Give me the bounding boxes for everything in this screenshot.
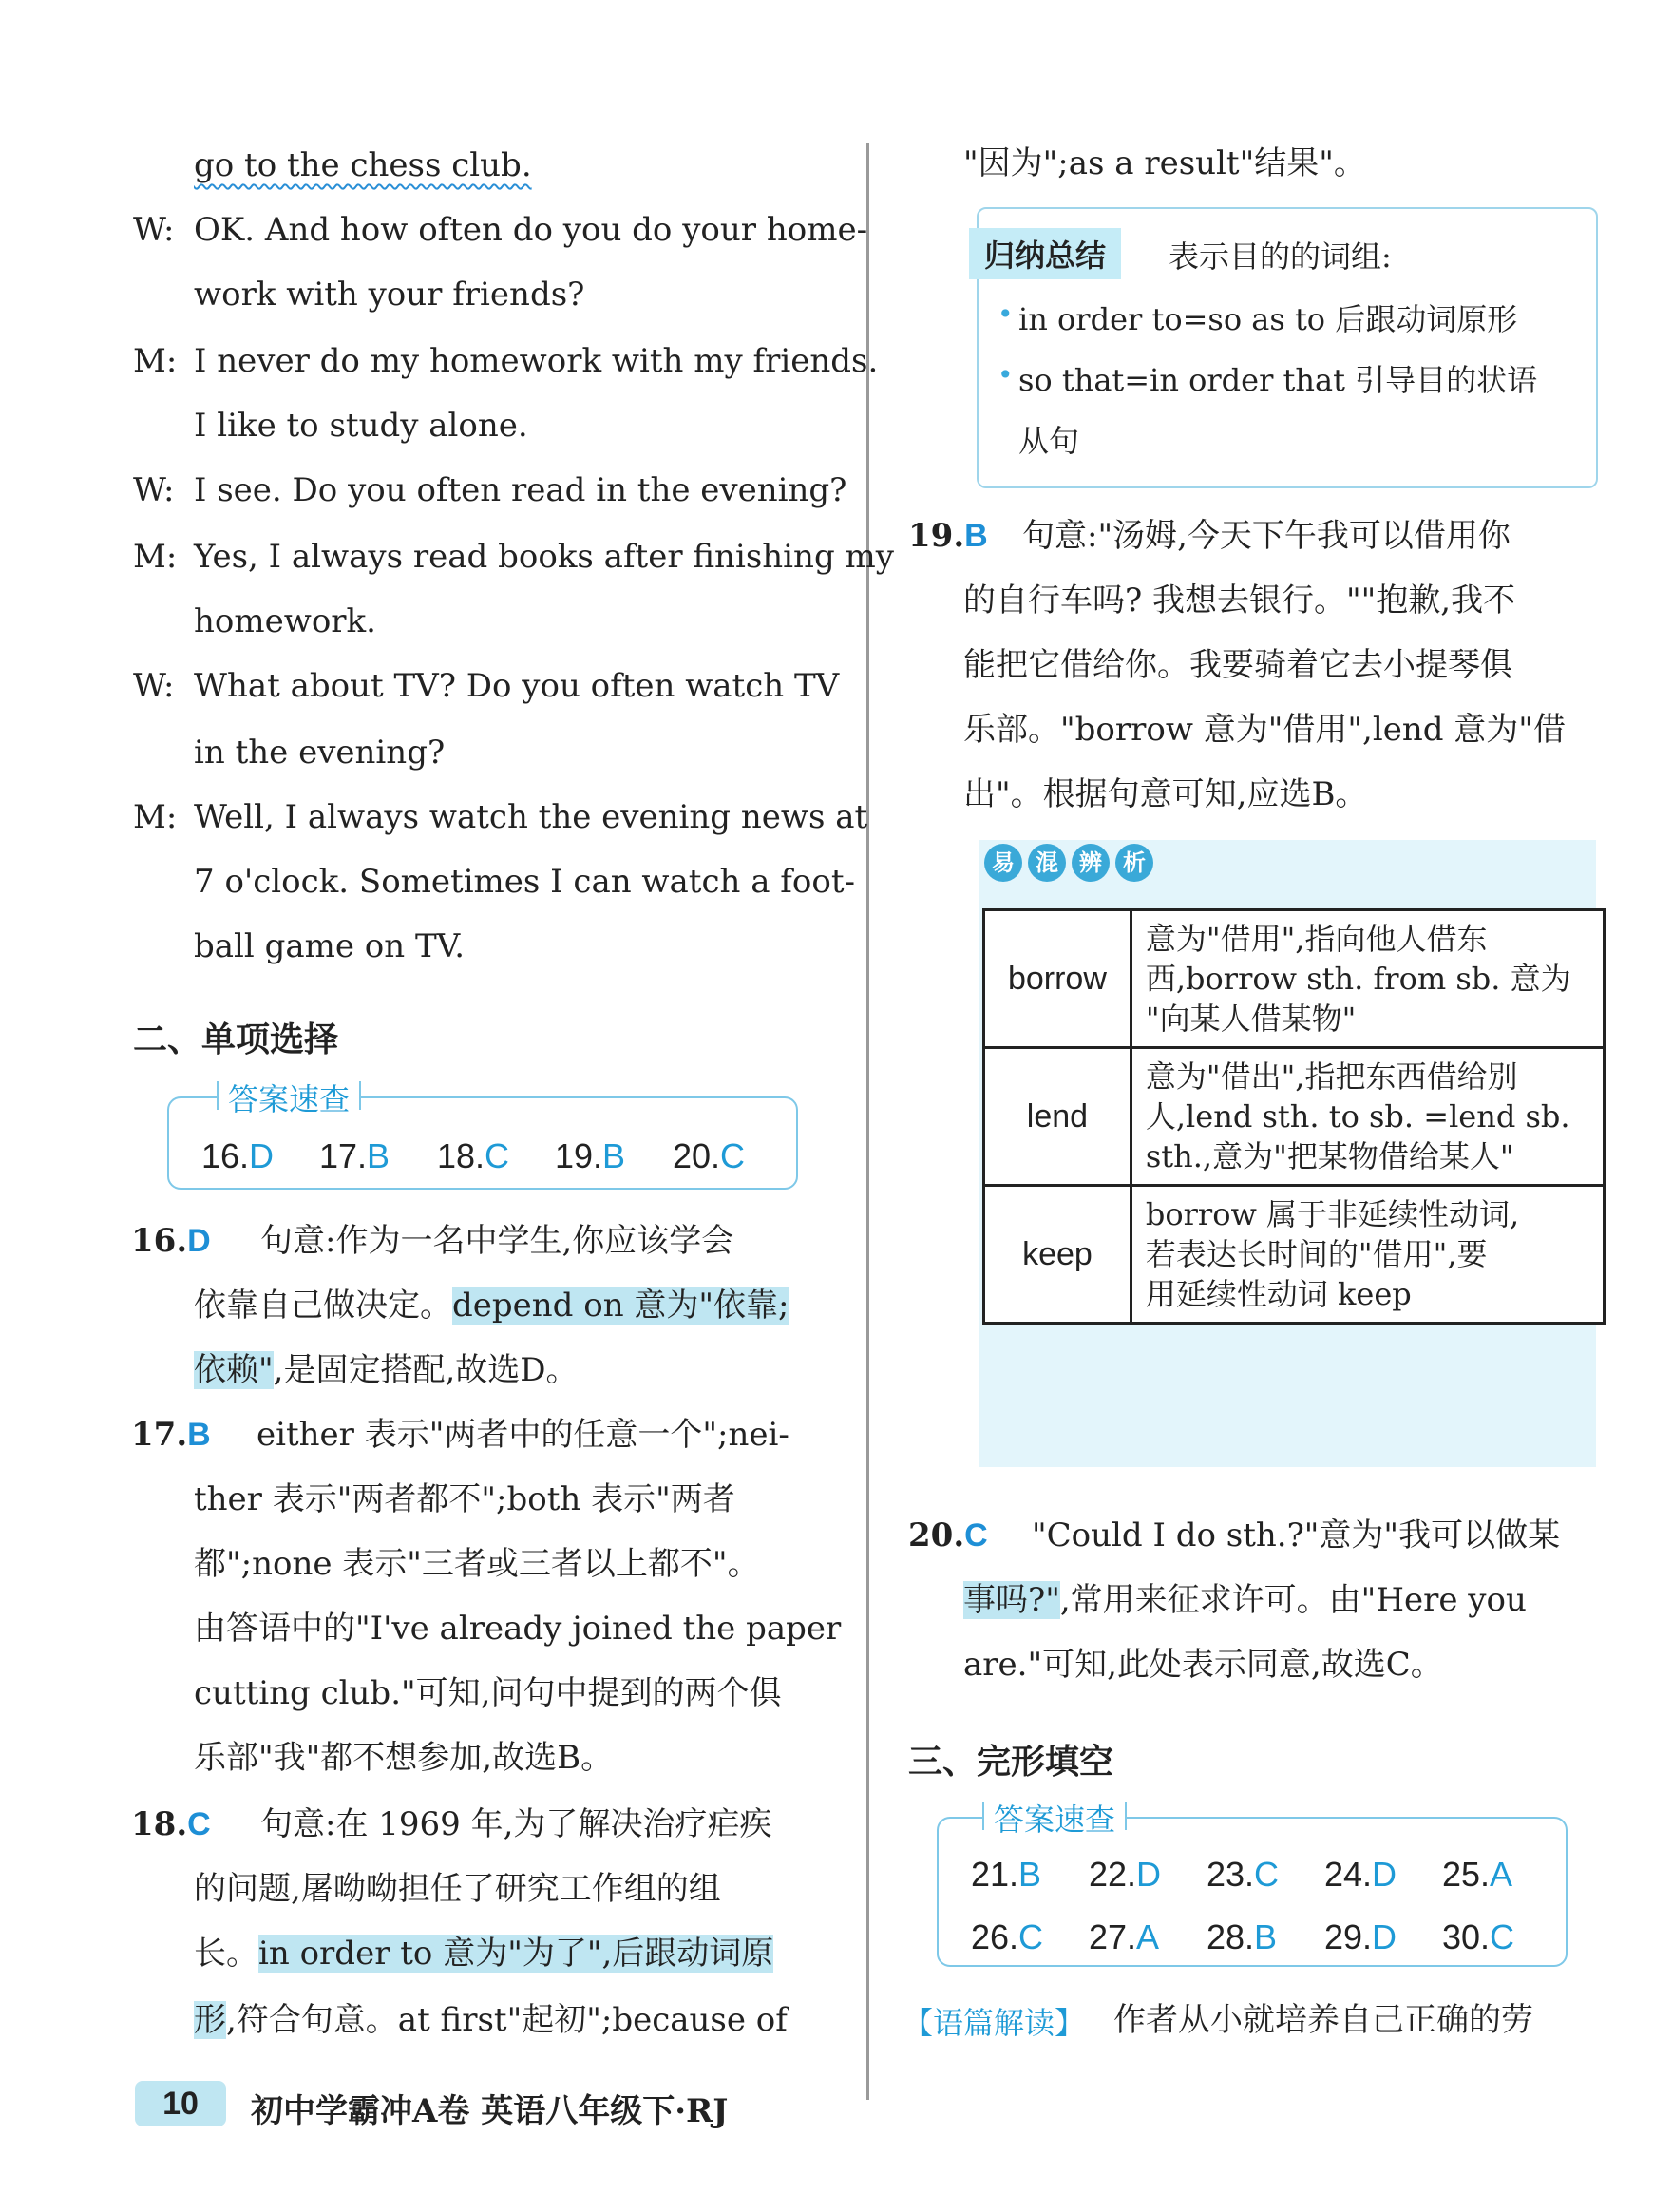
book-title: 初中学霸冲A卷 英语八年级下·RJ bbox=[251, 2092, 729, 2130]
bullet-icon: • bbox=[998, 359, 1014, 391]
q16-line: 句意:作为一名中学生,你应该学会 bbox=[260, 1222, 734, 1260]
q18-line: 句意:在 1969 年,为了解决治疗疟疾 bbox=[260, 1805, 772, 1843]
reading-tag: 【语篇解读】 bbox=[903, 2005, 1086, 2041]
dialog-speaker: M: bbox=[133, 342, 178, 380]
dialog-speaker: W: bbox=[133, 211, 175, 249]
answer-item: 27.A bbox=[1089, 1917, 1160, 1956]
q20-line: 事吗?",常用来征求许可。由"Here you bbox=[963, 1581, 1527, 1619]
answer-item: 17.B bbox=[319, 1136, 390, 1175]
q17-line: either 表示"两者中的任意一个";nei- bbox=[257, 1416, 789, 1454]
q19-line: 句意:"汤姆,今天下午我可以借用你 bbox=[1022, 517, 1511, 555]
q20-line: are."可知,此处表示同意,故选C。 bbox=[963, 1646, 1443, 1684]
answer-box bbox=[937, 1802, 1568, 1967]
dialog-line: I like to study alone. bbox=[194, 407, 528, 445]
q17-line: ther 表示"两者都不";both 表示"两者 bbox=[194, 1480, 735, 1518]
q18-line: 形,符合句意。at first"起初";because of bbox=[194, 2001, 788, 2039]
question-19: 19.B bbox=[908, 517, 988, 555]
dialog-line: 7 o'clock. Sometimes I can watch a foot- bbox=[194, 863, 855, 901]
summary-tag: 归纳总结 bbox=[969, 228, 1121, 279]
answer-item: 22.D bbox=[1089, 1855, 1162, 1894]
question-18: 18.C bbox=[131, 1805, 211, 1843]
answer-box bbox=[167, 1081, 798, 1190]
answer-item: 25.A bbox=[1442, 1855, 1513, 1894]
dialog-line: I see. Do you often read in the evening? bbox=[194, 471, 847, 509]
dialog-line: Well, I always watch the evening news at bbox=[194, 798, 868, 836]
answer-item: 21.B bbox=[971, 1855, 1042, 1894]
question-17: 17.B bbox=[131, 1416, 211, 1454]
dialog-line: work with your friends? bbox=[194, 276, 585, 314]
q19-line: 能把它借给你。我要骑着它去小提琴俱 bbox=[963, 646, 1512, 684]
q16-line: 依靠自己做决定。depend on 意为"依靠; bbox=[194, 1287, 789, 1325]
confuse-tag: 易 混 辨 析 bbox=[984, 844, 1153, 882]
q17-line: 都";none 表示"三者或三者以上都不"。 bbox=[194, 1545, 760, 1583]
answer-item: 28.B bbox=[1207, 1917, 1278, 1956]
answer-item: 26.C bbox=[971, 1917, 1044, 1956]
bullet-icon: • bbox=[998, 298, 1014, 330]
answer-item: 30.C bbox=[1442, 1917, 1515, 1956]
dialog-line: Yes, I always read books after finishing my bbox=[194, 538, 894, 576]
summary-item: in order to=so as to 后跟动词原形 bbox=[1018, 301, 1518, 337]
answer-item: 29.D bbox=[1324, 1917, 1397, 1956]
dialog-speaker: W: bbox=[133, 667, 175, 705]
q17-line: cutting club."可知,问句中提到的两个俱 bbox=[194, 1674, 782, 1712]
answer-item: 24.D bbox=[1324, 1855, 1397, 1894]
summary-item: 从句 bbox=[1018, 423, 1080, 459]
answer-label: 答案速查 bbox=[217, 1076, 361, 1119]
section-title: 二、单项选择 bbox=[133, 1020, 339, 1058]
q18-line: 的问题,屠呦呦担任了研究工作组的组 bbox=[194, 1870, 721, 1908]
table-word: borrow bbox=[984, 910, 1131, 1048]
answer-item: 18.C bbox=[437, 1136, 510, 1175]
dialog-line: ball game on TV. bbox=[194, 927, 466, 965]
summary-item: so that=in order that 引导目的状语 bbox=[1018, 362, 1538, 398]
continued-line: "因为";as a result"结果"。 bbox=[963, 144, 1366, 182]
answer-label: 答案速查 bbox=[982, 1796, 1127, 1840]
q17-line: 由答语中的"I've already joined the paper bbox=[194, 1610, 842, 1648]
question-20: 20.C bbox=[908, 1516, 988, 1554]
q20-line: "Could I do sth.?"意为"我可以做某 bbox=[1032, 1516, 1561, 1554]
dialog-line: in the evening? bbox=[194, 734, 446, 772]
answer-item: 20.C bbox=[673, 1136, 746, 1175]
dialog-line: homework. bbox=[194, 602, 376, 640]
summary-title: 表示目的的词组: bbox=[1169, 238, 1392, 275]
table-row bbox=[984, 1186, 1605, 1324]
q19-line: 乐部。"borrow 意为"借用",lend 意为"借 bbox=[963, 711, 1566, 749]
dialog-line: go to the chess club. bbox=[194, 146, 532, 184]
table-word: lend bbox=[984, 1048, 1131, 1186]
answer-item: 16.D bbox=[201, 1136, 275, 1175]
dialog-speaker: M: bbox=[133, 798, 178, 836]
page-number: 10 bbox=[135, 2081, 226, 2126]
summary-box bbox=[977, 207, 1598, 488]
answer-item: 19.B bbox=[555, 1136, 626, 1175]
q18-line: 长。in order to 意为"为了",后跟动词原 bbox=[194, 1935, 774, 1973]
answer-item: 23.C bbox=[1207, 1855, 1280, 1894]
dialog-line: What about TV? Do you often watch TV bbox=[194, 667, 840, 705]
table-row bbox=[984, 1048, 1605, 1186]
dialog-speaker: M: bbox=[133, 538, 178, 576]
comparison-table bbox=[982, 908, 1606, 1325]
q19-line: 的自行车吗? 我想去银行。""抱歉,我不 bbox=[963, 582, 1516, 620]
dialog-line: I never do my homework with my friends. bbox=[194, 342, 879, 380]
section-title: 三、完形填空 bbox=[908, 1742, 1114, 1781]
q17-line: 乐部"我"都不想参加,故选B。 bbox=[194, 1739, 614, 1777]
column-divider bbox=[866, 143, 869, 2100]
q16-line: 依赖",是固定搭配,故选D。 bbox=[194, 1351, 579, 1389]
question-16: 16.D bbox=[131, 1222, 211, 1260]
table-row bbox=[984, 910, 1605, 1048]
dialog-speaker: W: bbox=[133, 471, 175, 509]
table-desc: 意为"借用",指向他人借东 西,borrow sth. from sb. 意为 "向某人借某物" bbox=[1131, 910, 1604, 1048]
reading-text: 作者从小就培养自己正确的劳 bbox=[1113, 2001, 1533, 2039]
q19-line: 出"。根据句意可知,应选B。 bbox=[963, 775, 1368, 813]
dialog-line: OK. And how often do you do your home- bbox=[194, 211, 868, 249]
table-desc: borrow 属于非延续性动词, 若表达长时间的"借用",要 用延续性动词 keep bbox=[1131, 1186, 1604, 1324]
table-desc: 意为"借出",指把东西借给别 人,lend sth. to sb. =lend sb. sth.,意为"把某物借给某人" bbox=[1131, 1048, 1604, 1186]
table-word: keep bbox=[984, 1186, 1131, 1324]
